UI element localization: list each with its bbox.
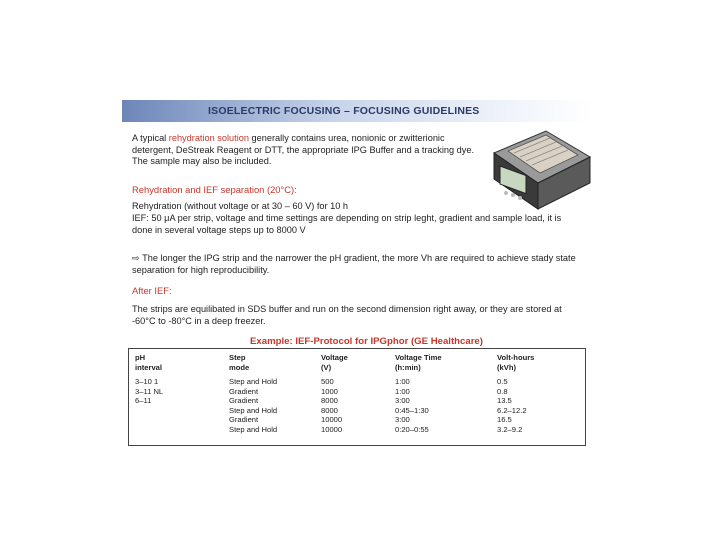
table-header: Step mode <box>229 353 250 372</box>
table-column-voltage <box>321 353 348 434</box>
table-cell: 0:45–1:30 <box>395 405 429 415</box>
table-cell: Step and Hold <box>229 377 278 386</box>
table-cell: 3.2–9.2 <box>497 424 523 434</box>
table-column-ph <box>135 353 163 406</box>
intro-paragraph <box>132 133 480 168</box>
table-cell: 3–10 1 <box>135 377 159 386</box>
intro-highlight: rehydration solution <box>168 133 249 143</box>
table-cell: 500 <box>321 377 334 386</box>
arrow-icon: ⇨ <box>132 253 140 263</box>
table-cell: Gradient <box>229 396 259 405</box>
table-cell: 16.5 <box>497 415 512 424</box>
table-cell: 0.5 <box>497 377 508 386</box>
table-cell: Gradient <box>229 386 259 396</box>
table-header: Volt-hours (kVh) <box>497 353 535 372</box>
rehydration-heading: Rehydration and IEF separation (20°C): <box>132 184 297 195</box>
table-column-step-mode <box>229 353 277 434</box>
table-cell: 6.2–12.2 <box>497 405 527 415</box>
table-cell: 8000 <box>321 405 338 415</box>
table-cell: 3:00 <box>395 415 410 424</box>
table-column-volt-hours <box>497 353 534 434</box>
example-title: Example: IEF-Protocol for IPGphor (GE Healthcare) <box>250 336 483 347</box>
table-cell: 3:00 <box>395 396 410 405</box>
table-header: Voltage (V) <box>321 353 348 372</box>
slide <box>122 100 592 460</box>
table-cell: Step and Hold <box>229 424 278 434</box>
table-column-voltage-time <box>395 353 442 434</box>
table-cell: 3–11 NL <box>135 386 164 396</box>
after-ief-heading: After IEF: <box>132 285 172 296</box>
protocol-table <box>128 348 586 446</box>
rehydration-line: Rehydration (without voltage or at 30 – 60 V) for 10 h <box>132 201 349 211</box>
table-cell: 8000 <box>321 396 338 405</box>
table-cell: 0:20–0:55 <box>395 424 429 434</box>
table-cell: Step and Hold <box>229 405 278 415</box>
page-title: ISOELECTRIC FOCUSING – FOCUSING GUIDELINES <box>208 105 480 117</box>
table-cell: 10000 <box>321 415 343 424</box>
note-paragraph <box>132 253 582 276</box>
table-cell: 1:00 <box>395 386 410 396</box>
table-cell: 13.5 <box>497 396 512 405</box>
table-header: pH interval <box>135 353 163 372</box>
table-header: Voltage Time (h:min) <box>395 353 442 372</box>
table-cell: 0.8 <box>497 386 508 396</box>
table-cell: 1000 <box>321 386 338 396</box>
intro-rest: generally contains urea, nonionic or zwitterionic detergent, DeStreak Reagent or DTT, the appropriate IPG Buffer and a tracking dye. The sample may also be included. <box>132 133 474 166</box>
intro-lead: A typical <box>132 133 169 143</box>
note-text: The longer the IPG strip and the narrower the pH gradient, the more Vh are required to achieve stady state separation for high reproducibility. <box>132 253 576 275</box>
header-bar <box>122 100 592 122</box>
table-cell: 6–11 <box>135 396 152 405</box>
table-cell: 1:00 <box>395 377 410 386</box>
table-cell: Gradient <box>229 415 259 424</box>
table-cell: 10000 <box>321 424 343 434</box>
after-ief-text: The strips are equilibated in SDS buffer and run on the second dimension right away, or they are stored at -60°C to -80°C in a deep freezer. <box>132 304 562 326</box>
ief-settings-text: IEF: 50 μA per strip, voltage and time settings are depending on strip leght, gradient and sample load, it is done in several voltage steps up to 8000 V <box>132 213 562 235</box>
